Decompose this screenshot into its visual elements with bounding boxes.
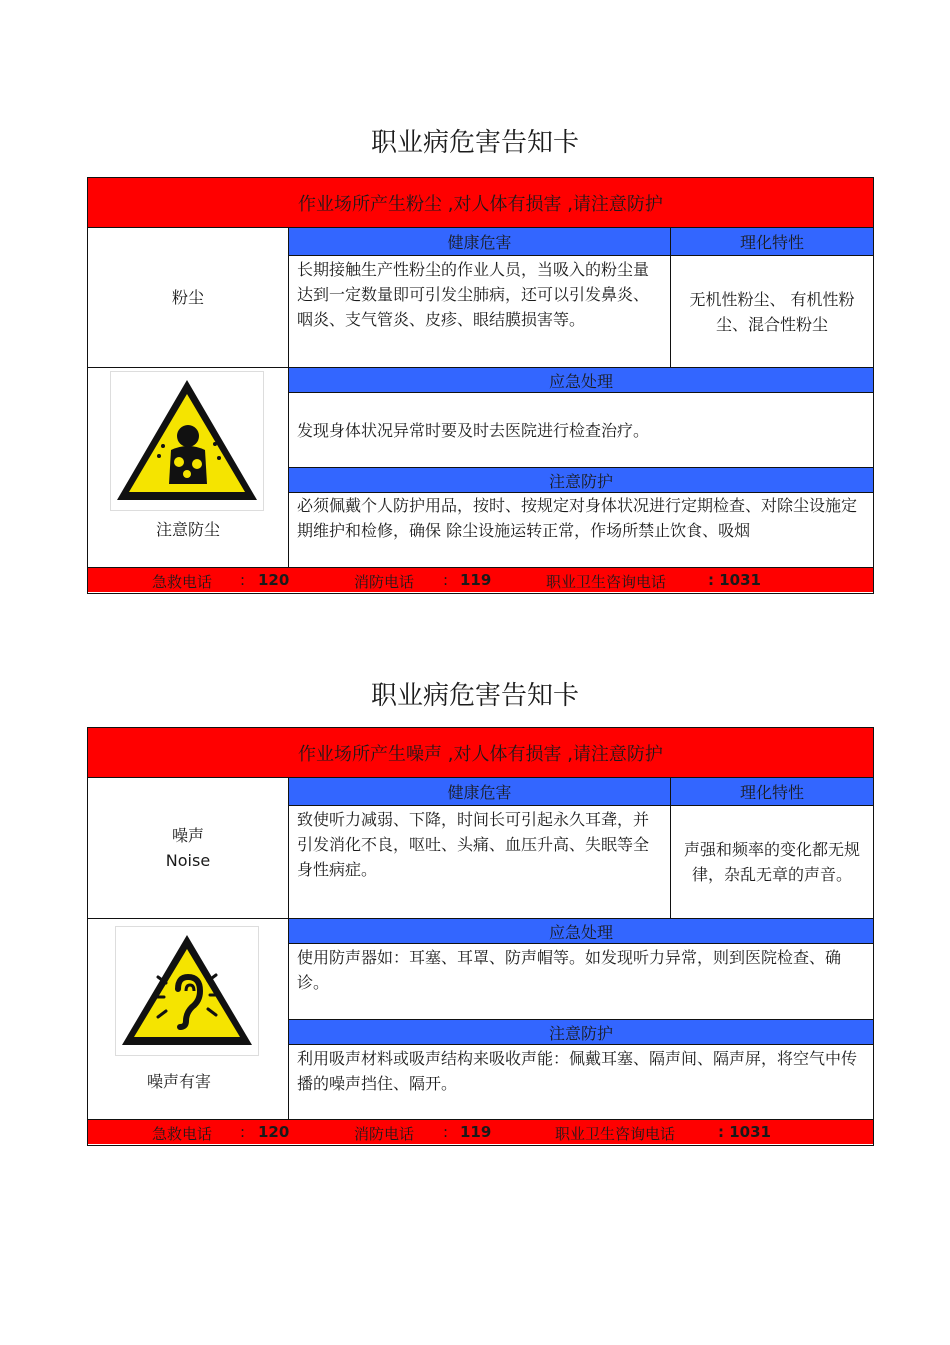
card-2-title: 职业病危害告知卡 [370, 681, 579, 711]
hazard-name-en: Noise [165, 851, 211, 870]
fire-label: 消防电话 [354, 573, 415, 591]
property-text [671, 806, 873, 918]
card-banner: 作业场所产生噪声 ,对人体有损害 ,请注意防护 [88, 728, 873, 778]
hazard-name-text: 粉尘 [171, 288, 204, 307]
property-text [671, 256, 873, 367]
emergency-text: 使用防声器如：耳塞、耳罩、防声帽等。如发现听力异常，则到医院检查、确诊。 [297, 948, 842, 992]
first-aid-number [258, 571, 289, 589]
fire-number [460, 1123, 491, 1141]
first-aid-label: 急救电话 [152, 1125, 213, 1143]
hazard-name [88, 228, 288, 367]
dust-warning-sign [110, 371, 264, 511]
dust-warning-icon [111, 372, 263, 510]
property-text-value: 声强和频率的变化都无规律，杂乱无章的声音。 [683, 840, 860, 884]
protection-text: 利用吸声材料或吸声结构来吸收声能：佩戴耳塞、隔声间、隔声屏，将空气中传播的噪声挡住、隔开。 [297, 1049, 858, 1093]
emergency-contacts [88, 567, 873, 592]
sign-caption-text: 噪声有害 [146, 1071, 211, 1091]
protection-header: 注意防护 [289, 1019, 873, 1045]
consult-label: 职业卫生咨询电话 [555, 1125, 676, 1143]
property-text-value: 无机性粉尘、 有机性粉尘、混合性粉尘 [689, 289, 855, 334]
emergency-contacts [88, 1119, 873, 1144]
first-aid-number-value: 120 [258, 1123, 290, 1141]
noise-warning-sign [115, 926, 259, 1056]
sep: : [240, 1123, 246, 1141]
hazard-name-text: 噪声 [171, 826, 204, 845]
fire-number-value: 119 [460, 571, 492, 589]
card-1-title: 职业病危害告知卡 [370, 128, 579, 158]
health-hazard-text: 长期接触生产性粉尘的作业人员，当吸入的粉尘量达到一定数量即可引发尘肺病，还可以引发鼻炎、咽炎、支气管炎、皮疹、眼结膜损害等。 [297, 260, 650, 329]
health-hazard-text: 致使听力减弱、下降，时间长可引起永久耳聋，并引发消化不良，呕吐、头痛、血压升高、失眠等全身性病症。 [297, 810, 650, 879]
hazard-name [88, 778, 288, 918]
first-aid-number [258, 1123, 289, 1141]
sep: : [443, 571, 449, 589]
fire-number-value: 119 [460, 1123, 492, 1141]
sign-caption [88, 1066, 270, 1096]
protection-text: 必须佩戴个人防护用品，按时、按规定对身体状况进行定期检查、对除尘设施定期维护和检修，确保 除尘设施运转正常，作场所禁止饮食、吸烟 [297, 496, 858, 540]
health-hazard-header: 健康危害 [289, 228, 670, 256]
fire-number [460, 571, 491, 589]
consult-number [708, 571, 761, 589]
first-aid-label: 急救电话 [152, 573, 213, 591]
sep: : [443, 1123, 449, 1141]
first-aid-number-value: 120 [258, 571, 290, 589]
sign-caption-text: 注意防尘 [155, 519, 220, 539]
consult-label: 职业卫生咨询电话 [546, 573, 667, 591]
health-hazard-header: 健康危害 [289, 778, 670, 806]
consult-number [718, 1123, 771, 1141]
consult-number-value: : 1031 [708, 571, 761, 589]
hazard-card-noise [87, 727, 874, 1146]
emergency-text: 发现身体状况异常时要及时去医院进行检查治疗。 [297, 420, 650, 440]
noise-warning-icon [116, 927, 258, 1055]
fire-label: 消防电话 [354, 1125, 415, 1143]
property-header: 理化特性 [671, 228, 873, 256]
card-banner: 作业场所产生粉尘 ,对人体有损害 ,请注意防护 [88, 178, 873, 228]
sep: : [240, 571, 246, 589]
protection-header: 注意防护 [289, 467, 873, 493]
emergency-header: 应急处理 [289, 368, 873, 393]
emergency-header: 应急处理 [289, 919, 873, 944]
hazard-card-dust [87, 177, 874, 594]
sign-caption [88, 514, 288, 544]
property-header: 理化特性 [671, 778, 873, 806]
consult-number-value: : 1031 [718, 1123, 771, 1141]
